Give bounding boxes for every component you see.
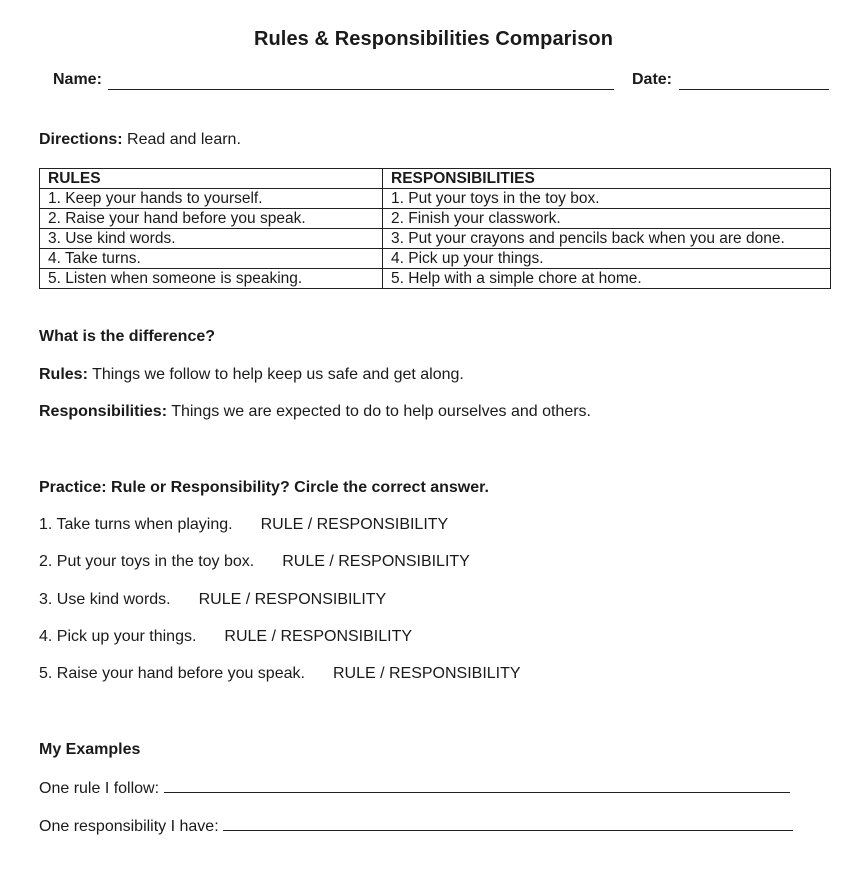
date-label: Date:	[632, 71, 673, 88]
table-row	[40, 249, 831, 269]
responsibility-cell: 4. Pick up your things.	[383, 249, 831, 269]
rule-example-prompt: One rule I follow:	[39, 780, 160, 797]
responsibilities-definition-text: Things we are expected to do to help ourselves and others.	[167, 403, 591, 420]
directions-label: Directions:	[39, 131, 123, 148]
practice-item	[39, 516, 448, 534]
practice-heading: Practice: Rule or Responsibility? Circle the correct answer.	[39, 479, 489, 496]
practice-item	[39, 553, 470, 571]
rule-cell: 2. Raise your hand before you speak.	[40, 209, 383, 229]
practice-item	[39, 591, 386, 609]
rule-example-field	[39, 778, 790, 798]
responsibility-cell: 1. Put your toys in the toy box.	[383, 189, 831, 209]
responsibilities-definition-label: Responsibilities:	[39, 403, 168, 420]
rules-definition-label: Rules:	[39, 366, 88, 383]
table-row	[40, 269, 831, 289]
practice-item-text: 5. Raise your hand before you speak.	[39, 665, 305, 682]
examples-heading: My Examples	[39, 741, 141, 758]
responsibility-example-field	[39, 816, 793, 836]
name-field-line[interactable]	[108, 89, 614, 90]
practice-item-text: 2. Put your toys in the toy box.	[39, 553, 255, 570]
rule-cell: 3. Use kind words.	[40, 229, 383, 249]
rule-cell: 1. Keep your hands to yourself.	[40, 189, 383, 209]
responsibility-cell: 2. Finish your classwork.	[383, 209, 831, 229]
name-label: Name:	[53, 71, 102, 88]
table-row	[40, 189, 831, 209]
table-row	[40, 209, 831, 229]
practice-choice[interactable]: RULE / RESPONSIBILITY	[282, 553, 470, 570]
responsibility-cell: 5. Help with a simple chore at home.	[383, 269, 831, 289]
practice-item-text: 1. Take turns when playing.	[39, 516, 233, 533]
directions	[39, 131, 241, 149]
practice-choice[interactable]: RULE / RESPONSIBILITY	[332, 665, 521, 682]
page-title: Rules & Responsibilities Comparison	[253, 28, 614, 50]
date-field-line[interactable]	[679, 89, 829, 90]
difference-heading: What is the difference?	[39, 328, 216, 345]
rule-cell: 4. Take turns.	[40, 249, 383, 269]
comparison-table	[39, 168, 831, 289]
table-row	[40, 229, 831, 249]
responsibilities-definition	[39, 403, 591, 421]
rule-cell: 5. Listen when someone is speaking.	[40, 269, 383, 289]
practice-item	[39, 628, 412, 646]
rules-definition-text: Things we follow to help keep us safe and get along.	[87, 366, 464, 383]
practice-item	[39, 665, 521, 683]
column-header-responsibilities: RESPONSIBILITIES	[383, 169, 831, 189]
table-header-row	[40, 169, 831, 189]
practice-choice[interactable]: RULE / RESPONSIBILITY	[198, 591, 387, 608]
directions-text: Read and learn.	[122, 131, 241, 148]
practice-item-text: 4. Pick up your things.	[39, 628, 197, 645]
responsibility-example-prompt: One responsibility I have:	[39, 818, 219, 835]
practice-item-text: 3. Use kind words.	[39, 591, 171, 608]
practice-choice[interactable]: RULE / RESPONSIBILITY	[260, 516, 449, 533]
practice-choice[interactable]: RULE / RESPONSIBILITY	[224, 628, 413, 645]
responsibility-cell: 3. Put your crayons and pencils back when you are done.	[383, 229, 831, 249]
rule-example-line[interactable]	[164, 778, 790, 793]
column-header-rules: RULES	[40, 169, 383, 189]
responsibility-example-line[interactable]	[223, 816, 793, 831]
rules-definition	[39, 366, 464, 384]
